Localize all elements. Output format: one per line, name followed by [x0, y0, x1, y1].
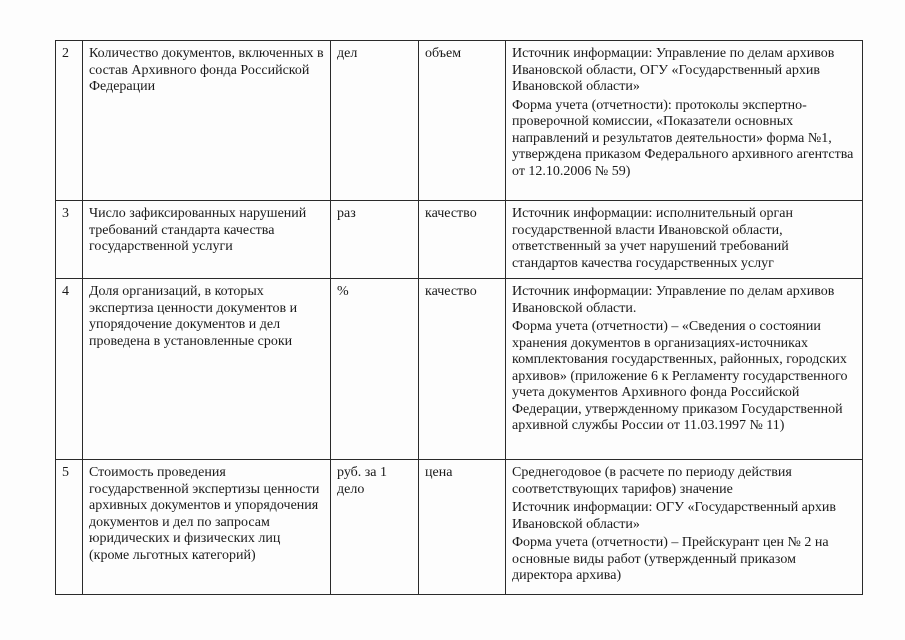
- indicator-type: качество: [419, 201, 506, 279]
- row-number: 3: [56, 201, 83, 279]
- indicator-name: Число зафиксированных нарушений требований стандарта качества государственной услуги: [83, 201, 331, 279]
- indicator-type: качество: [419, 279, 506, 460]
- source-paragraph: Форма учета (отчетности) – Прейскурант цен № 2 на основные виды работ (утвержденный приказом директора архива): [512, 535, 829, 583]
- info-source: [506, 201, 863, 279]
- table-row: [56, 41, 863, 201]
- source-paragraph: Источник информации: ОГУ «Государственный архив Ивановской области»: [512, 500, 836, 532]
- source-paragraph: Источник информации: Управление по делам архивов Ивановской области.: [512, 284, 835, 316]
- indicator-name: Доля организаций, в которых экспертиза ценности документов и упорядочение документов и дел проведена в установленные сроки: [83, 279, 331, 460]
- info-source: [506, 460, 863, 595]
- indicator-name: Количество документов, включенных в состав Архивного фонда Российской Федерации: [83, 41, 331, 201]
- row-number: 4: [56, 279, 83, 460]
- source-paragraph: Среднегодовое (в расчете по периоду действия соответствующих тарифов) значение: [512, 465, 792, 497]
- unit-of-measure: руб. за 1 дело: [331, 460, 419, 595]
- unit-of-measure: %: [331, 279, 419, 460]
- table-row: [56, 279, 863, 460]
- source-paragraph: Форма учета (отчетности) – «Сведения о состоянии хранения документов в организациях-источниках комплектования государственных, районных, городских архивов» (приложение 6 к Регламенту государственного учета документов Архивного фонда Российской Федерации, утвержденному приказом Государственной архивной службы России от 11.03.1997 № 11): [512, 319, 848, 433]
- unit-of-measure: раз: [331, 201, 419, 279]
- info-source: [506, 41, 863, 201]
- row-number: 5: [56, 460, 83, 595]
- table-row: [56, 460, 863, 595]
- source-paragraph: Форма учета (отчетности): протоколы экспертно-проверочной комиссии, «Показатели основных направлений и результатов деятельности» форма №1, утверждена приказом Федерального архивного агентства от 12.10.2006 № 59): [512, 97, 854, 179]
- source-paragraph: Источник информации: исполнительный орган государственной власти Ивановской области, ответственный за учет нарушений требований стандартов качества государственных услуг: [512, 206, 793, 271]
- indicator-name: Стоимость проведения государственной экспертизы ценности архивных документов и упорядочения документов и дел по запросам юридических и физических лиц (кроме льготных категорий): [83, 460, 331, 595]
- table-row: [56, 201, 863, 279]
- row-number: 2: [56, 41, 83, 201]
- info-source: [506, 279, 863, 460]
- indicator-type: цена: [419, 460, 506, 595]
- source-paragraph: Источник информации: Управление по делам архивов Ивановской области, ОГУ «Государственный архив Ивановской области»: [512, 46, 835, 94]
- unit-of-measure: дел: [331, 41, 419, 201]
- indicators-table: [55, 40, 863, 595]
- indicator-type: объем: [419, 41, 506, 201]
